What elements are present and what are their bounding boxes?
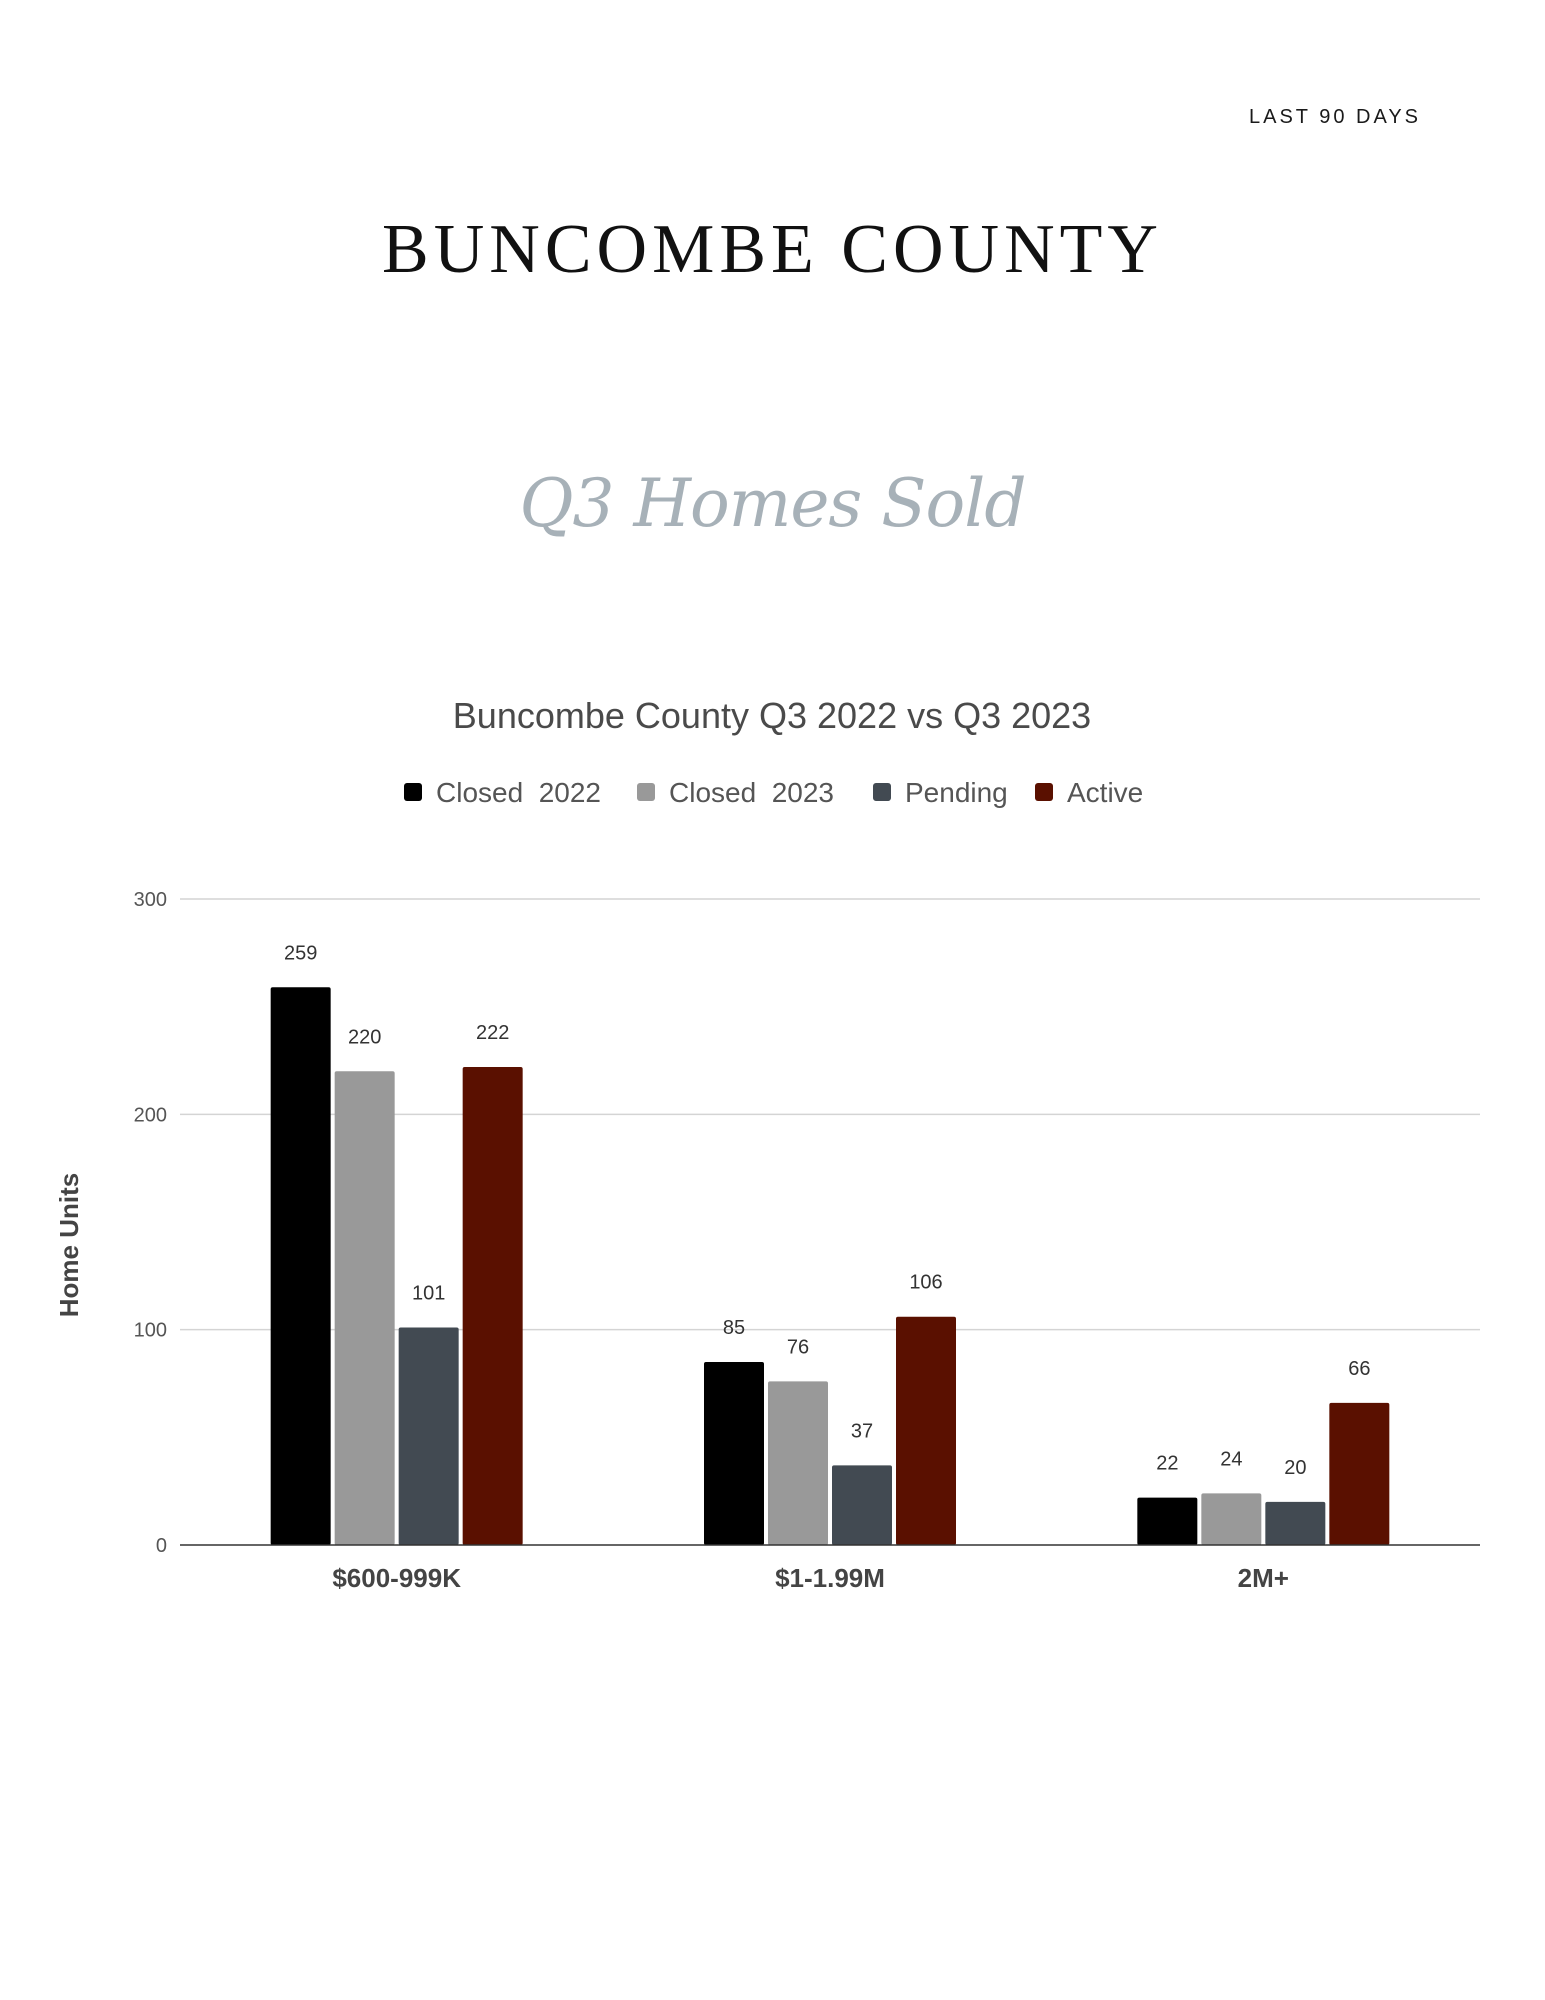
legend-swatch-1: [404, 783, 422, 801]
county-title: BUNCOMBE COUNTY: [382, 211, 1163, 288]
y-tick-label: 300: [133, 889, 167, 911]
data-label-1-3: 101: [411, 1282, 446, 1305]
y-axis-label: Home Units: [54, 1172, 84, 1318]
bar-1-4: [463, 1067, 523, 1545]
bar-1-3: [399, 1328, 459, 1545]
data-label-2-2: 76: [786, 1336, 810, 1359]
bar-3-3: [1265, 1502, 1325, 1545]
bar-2-4: [896, 1317, 956, 1545]
data-label-3-4: 66: [1348, 1357, 1371, 1380]
period-label: LAST 90 DAYS: [1249, 106, 1421, 128]
data-label-2-3: 37: [850, 1420, 874, 1443]
section-subtitle: Q3 Homes Sold: [519, 465, 1026, 542]
bar-3-2: [1201, 1493, 1261, 1545]
bar-3-4: [1329, 1403, 1389, 1545]
data-label-3-2: 24: [1220, 1448, 1243, 1471]
bar-2-1: [704, 1362, 764, 1545]
bar-1-1: [271, 987, 331, 1545]
legend-swatch-2: [637, 783, 655, 801]
legend-label-2: Closed 2023: [669, 777, 835, 808]
chart-title: Buncombe County Q3 2022 vs Q3 2023: [452, 695, 1092, 736]
category-label-3: 2M+: [1237, 1563, 1289, 1593]
y-tick-label: 100: [133, 1319, 167, 1342]
legend-label-4: Active: [1067, 777, 1144, 808]
y-tick-label: 0: [155, 1535, 167, 1557]
legend-label-1: Closed 2022: [436, 777, 602, 808]
data-label-3-3: 20: [1284, 1456, 1307, 1479]
data-label-2-1: 85: [722, 1316, 746, 1339]
y-axis-ticks: [134, 889, 167, 1557]
bar-2-3: [832, 1465, 892, 1545]
legend-swatch-4: [1035, 783, 1053, 801]
legend-label-3: Pending: [905, 777, 1008, 808]
data-label-2-4: 106: [909, 1271, 943, 1294]
chart-legend: [404, 777, 1143, 808]
y-tick-label: 200: [133, 1104, 167, 1127]
data-label-3-1: 22: [1156, 1452, 1179, 1475]
bar-2-2: [768, 1381, 828, 1545]
bar-1-2: [335, 1071, 395, 1545]
data-label-1-1: 259: [283, 942, 318, 965]
legend-swatch-3: [873, 783, 891, 801]
data-label-1-2: 220: [347, 1026, 382, 1049]
category-label-2: $1-1.99M: [775, 1563, 885, 1593]
category-label-1: $600-999K: [332, 1563, 461, 1593]
bar-3-1: [1137, 1498, 1197, 1545]
x-axis-categories: [332, 1563, 1289, 1593]
data-label-1-4: 222: [475, 1021, 510, 1044]
